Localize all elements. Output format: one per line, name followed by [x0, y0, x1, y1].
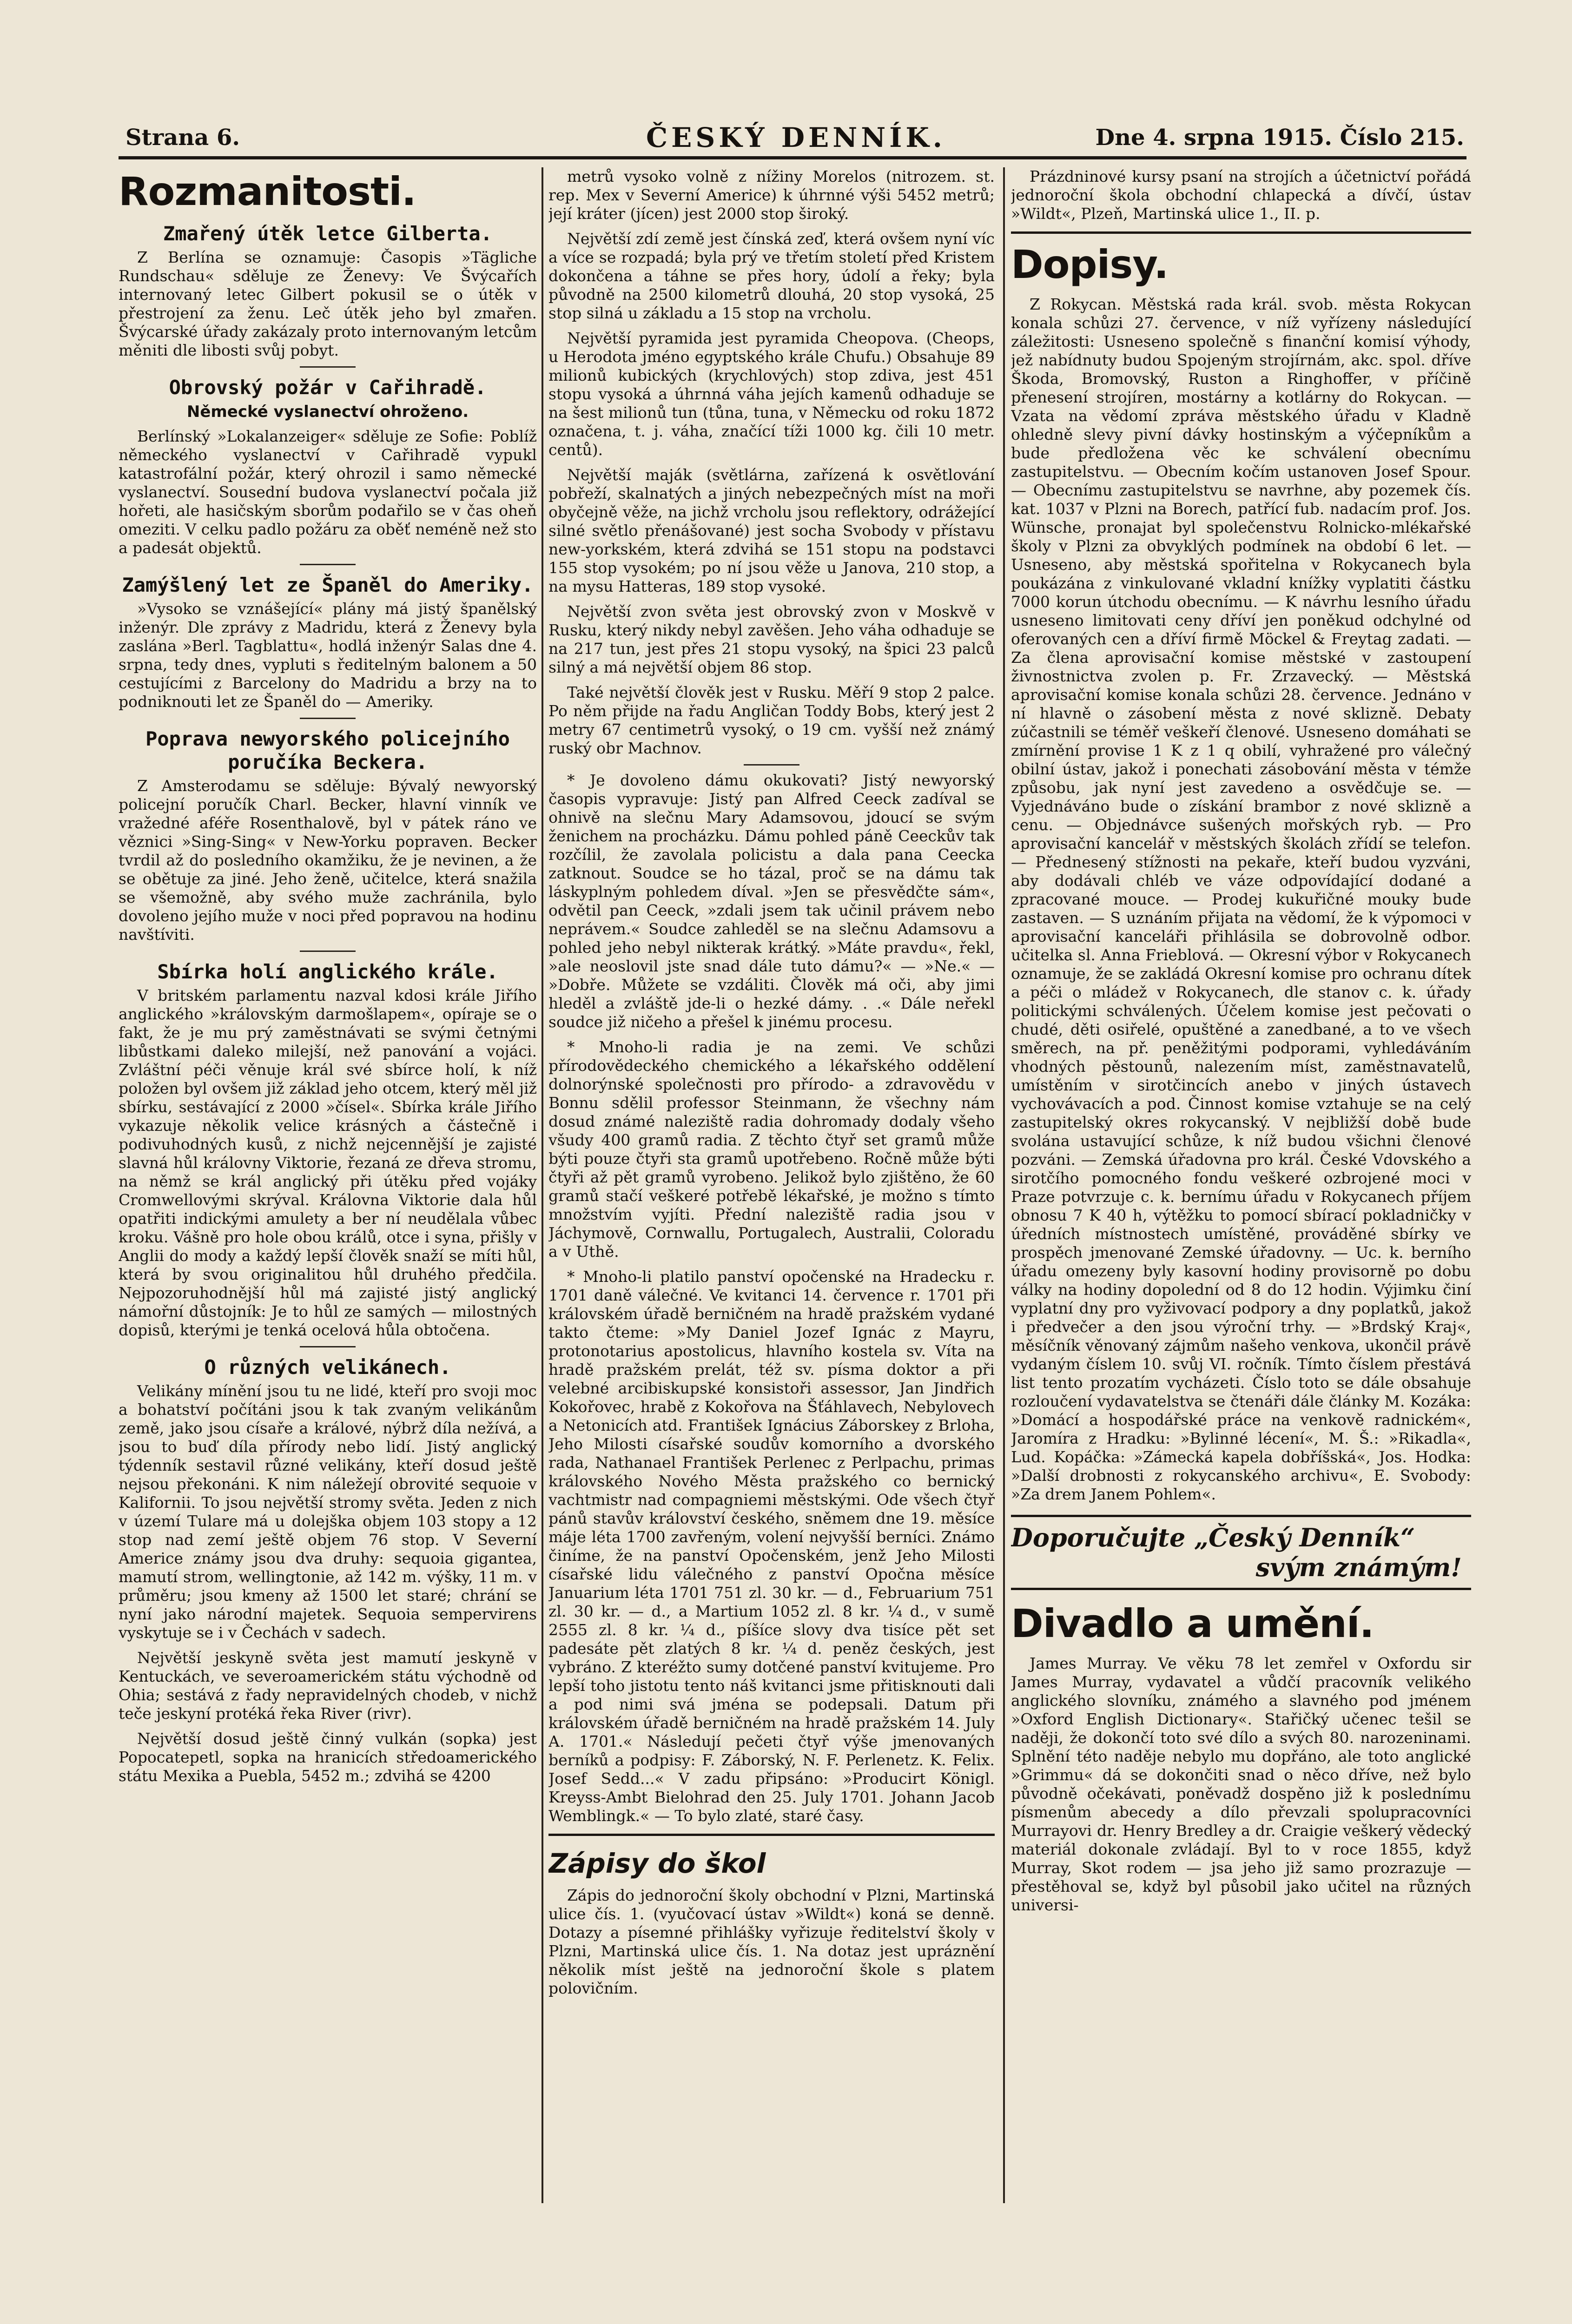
- article-paragraph: »Vysoko se vznášející« plány má jistý španělský inženýr. Dle zprávy z Madridu, která z Ženevy byla zaslána »Berl. Tagblattu«, hodlá inženýr Salas dne 4. srpna, tedy dnes, vypluti s ředitelným balonem a 50 cestujícími z Barcelony do Madridu a brzy na to podniknouti let ze Španěl do — Ameriky.: [119, 600, 537, 711]
- article-paragraph: Největší zdí země jest čínská zeď, která ovšem nyní víc a více se rozpadá; byla prý ve třetím století před Kristem dokončena a táhne se přes hory, údolí a řeky; byla původně na 2500 kilometrů dlouhá, 20 stop vysoká, 25 stop silná u základu a 15 stop na vrcholu.: [548, 230, 995, 322]
- article-paragraph: Berlínský »Lokalanzeiger« sděluje ze Sofie: Poblíž německého vyslanectví v Cařihradě vypukl katastrofální požár, který ohrozil i samo německé vyslanectví. Sousední budova vyslanectví počala již hořeti, ale hasičským sborům podařilo se v čas oheň omeziti. V celku padlo požáru za oběť neméně než sto a padesát objektů.: [119, 427, 537, 557]
- section-rule: [1011, 231, 1471, 234]
- article-paragraph: * Mnoho-li platilo panství opočenské na Hradecku r. 1701 daně válečné. Ve kvitanci 14. července r. 1701 při královském úřadě berničném na hradě pražském vydané takto čteme: »My Daniel Jozef Ignác z Mayru, protonotarius apostolicus, hlavního kostela sv. Víta na hradě pražském prelát, též sv. písma doktor a při velebné arcibiskupské konsistoři assessor, Jan Jindřich Kokořovec, hrabě z Kokořova na Šťáhlavech, Nebylovech a Netonicích atd. František Ignácius Záborskey z Brloha, Jeho Milosti císařské soudův komorního a dvorského rada, Nathanael František Perlenec z Perlpachu, primas královského Nového Města pražského co bernický vachtmistr nad compagniemi městskými. Ode všech čtyř pánů stavův království českého, sněmem dne 19. měsíce máje léta 1700 zavřeným, volení nejvyšší berníci. Známo činíme, že na panství Opočenském, jenž Jeho Milosti císařské lidu válečného z panství Opočna měsíce Januarium léta 1701 751 zl. 30 kr. — d., Februarium 751 zl. 30 kr. — d., a Martium 1052 zl. 8 kr. ¼ d., v sumě 2555 zl. 8 kr. ¼ d., píšíce slovy dva tisíce pět set padesáte pět zlatých 8 kr. ¼ d. peněz českých, jest vybráno. Z kteréžto sumy dotčené panství kvitujeme. Pro lepší toho jistotu tento náš kvitanci jsme přitisknouti dali a pod nimi svá jména se podepsali. Datum při královském úřadě berničném na hradě pražském 14. July A. 1701.« Následují pečeti čtyř výše jmenovaných berníků a podpisy: F. Záborský, N. F. Perlenetz. K. Felix. Josef Sedd...« V zadu připsáno: »Producirt Königl. Kreyss-Ambt Bielohrad den 25. July 1701. Johann Jacob Wemblingk.« — To bylo zlaté, staré časy.: [548, 1268, 995, 1825]
- article-separator: [300, 564, 356, 565]
- section-rule: [548, 1834, 995, 1836]
- promo-line: svým známým!: [1255, 1552, 1462, 1582]
- section-title-zapisy: Zápisy do škol: [548, 1848, 766, 1879]
- article-headline: Sbírka holí anglického krále.: [157, 960, 498, 983]
- promo-box: [1011, 1515, 1471, 1590]
- column-divider: [1003, 167, 1005, 2203]
- article-paragraph: Největší maják (světlárna, zařízená k osvětlování pobřeží, skalnatých a jiných nebezpečných míst na moři obyčejně věže, na jichž vrcholu jsou reflektory, odrážející silné světlo přenášované) jest socha Svobody v přístavu new-yorkském, která zdvihá se 151 stopu na podstavci 155 stop vysokém; po ní jsou věže u Janova, 210 stop, a na mysu Hatteras, 189 stop vysoké.: [548, 466, 995, 595]
- article-paragraph: Zápis do jednoroční školy obchodní v Plzni, Martinská ulice čís. 1. (vyučovací ústav »Wildt«) koná se denně. Dotazy a písemné přihlášky vyřizuje ředitelství školy v Plzni, Martinská ulice čís. 1. Na dotaz jest upráznění několik míst ještě na jednoroční škole s platem polovičním.: [548, 1886, 995, 1997]
- newspaper-title: ČESKÝ DENNÍK.: [646, 122, 946, 153]
- article-paragraph: Z Amsterodamu se sděluje: Bývalý newyorský policejní poručík Charl. Becker, hlavní vinník ve vražedné aféře Rosenthalově, byl v pátek ráno ve věznici »Sing-Sing« v New-Yorku popraven. Becker tvrdil až do posledního okamžiku, že je nevinen, a že se obětuje za jiné. Jeho ženě, učitelce, která snažila se všemožně, aby svého muže zachránila, bylo dovoleno jejího muže v noci před popravou na hodinu navštíviti.: [119, 777, 537, 944]
- article-separator: [300, 718, 356, 719]
- article-subhead: Německé vyslanectví ohroženo.: [186, 403, 469, 421]
- article-separator: [300, 366, 356, 368]
- article-headline: Poprava newyorského policejního poručíka Beckera.: [145, 727, 510, 773]
- article-paragraph: Velikány mínění jsou tu ne lidé, kteří pro svoji moc a bohatství počítáni jsou k tak zvaným velikánům země, jako jsou císaře a králové, nýbrž díla nežívá, a jsou to buď díla přírody nebo lidí. Jistý anglický týdenník sestavil různé velikány, kteří dosud ještě nejsou překonáni. K nim náležejí obrovité sequoie v Kalifornii. To jsou největší stromy světa. Jeden z nich v území Tulare má u dolejška objem 103 stopy a 12 stop nad zemí ještě objem 76 stop. V Severní Americe známy jsou dva druhy: sequoia gigantea, mamutí strom, wellingtonie, až 142 m. výšky, 11 m. v průměru; jsou kmeny až 1500 let staré; chrání se nyní jako národní majetek. Sequoia sempervirens vyskytuje se i v Čechách v sadech.: [119, 1382, 537, 1642]
- column-2: [548, 167, 995, 2212]
- column-3: [1011, 167, 1471, 2212]
- article-headline: Obrovský požár v Cařihradě.: [169, 376, 487, 399]
- article-headline: O různých velikánech.: [204, 1356, 451, 1379]
- page-number: Strana 6.: [125, 125, 240, 151]
- section-title-dopisy: Dopisy.: [1011, 242, 1169, 287]
- article-separator: [744, 764, 799, 766]
- article-paragraph: James Murray. Ve věku 78 let zemřel v Oxfordu sir James Murray, vydavatel a vůdčí pracovník velikého anglického slovníku, známého a slavného pod jménem »Oxford English Dictionary«. Stařičký učenec tešil se naději, že dokončí toto své dílo a svých 80. narozeninami. Splnění této naděje nebylo mu dopřáno, ale toto anglické »Grimmu« dá se dokončiti snad o něco dříve, než bylo původně očekávati, poněvadž dospěno již k poslednímu písmenům abecedy a dílo převzali spolupracovníci Murrayovi dr. Henry Bredley a dr. Craigie veškerý vědecký materiál dokonale zvládají. Byl to v roce 1855, když Murray, Skot rodem — jsa jeho již samo prozrazuje — přestěhoval se, když byl působil jako učitel na různých universi-: [1011, 1654, 1471, 1914]
- header-rule: [119, 156, 1466, 159]
- promo-line: Doporučujte „Český Denník“: [1011, 1523, 1415, 1552]
- article-paragraph: Z Berlína se oznamuje: Časopis »Tägliche Rundschau« sděluje ze Ženevy: Ve Švýcařích internovaný letec Gilbert pokusil se o útěk v přestrojení za ženu. Leč útěk jeho byl zmařen. Švýcarské úřady zakázaly proto internovaným letcům měniti dle libosti svůj pobyt.: [119, 248, 537, 359]
- issue-date: Dne 4. srpna 1915. Číslo 215.: [1095, 125, 1464, 151]
- article-paragraph: Největší pyramida jest pyramida Cheopova. (Cheops, u Herodota jméno egyptského krále Chufu.) Obsahuje 89 milionů kubických (krychlových) stop zdiva, jest 451 stopu vysoká a úhrnná váha jejích kamenů odhaduje se na šest milionů tun (tůna, tuna, v Německu od roku 1872 označena, t. j. váha, značící tíži 1000 kg. čili 10 metr. centů).: [548, 329, 995, 459]
- section-title-divadlo: Divadlo a umění.: [1011, 1601, 1374, 1646]
- article-headline: Zmařený útěk letce Gilberta.: [163, 222, 492, 245]
- article-headline: Zamýšlený let ze Španěl do Ameriky.: [122, 574, 534, 596]
- article-paragraph: Největší jeskyně světa jest mamutí jeskyně v Kentuckách, ve severoamerickém státu východně od Ohia; sestává z řady nepravidelných chodeb, v nichž teče jeskyní protéká řeka River (rivr).: [119, 1649, 537, 1723]
- article-separator: [300, 1346, 356, 1347]
- column-divider: [542, 167, 543, 2203]
- article-paragraph: Také největší člověk jest v Rusku. Měří 9 stop 2 palce. Po něm přijde na řadu Angličan Toddy Bobs, který jest 2 metry 67 centimetrů vysoký, o 19 cm. vyšší než známý ruský obr Machnov.: [548, 683, 995, 757]
- page-header: [125, 122, 1464, 153]
- article-separator: [300, 951, 356, 952]
- article-paragraph: V britském parlamentu nazval kdosi krále Jiřího anglického »královským darmošlapem«, opíraje se o fakt, že je mu prý zaměstnávati se svými četnými libůstkami daleko milejší, než panování a vojáci. Zvláštní péči věnuje král své sbírce holí, k níž položen byl ovšem již základ jeho otcem, který měl již sbírku, sestávající z 2000 »čísel«. Sbírka krále Jiřího vykazuje několik velice krásných a částečně i podivuhodných kusů, z nichž nejcennější je zajisté slavná hůl královny Viktorie, řezaná ze dřeva stromu, na němž se král anglický při útěku před vojáky Cromwellovými skrýval. Královna Viktorie dala hůl opatřiti indickými amulety a ber ní neudělala vůbec kroku. Vášně pro hole obou králů, otce i syna, přišly v Anglii do mody a každý lepší člověk snaží se míti hůl, která by svou originalitou hůl druhého předčila. Nejpozoruhodnější hůl má zajisté jistý anglický námořní důstojník: Je to hůl ze samých — milostných dopisů, kterými je tenká ocelová hůla obtočena.: [119, 986, 537, 1339]
- article-paragraph: Největší dosud ještě činný vulkán (sopka) jest Popocatepetl, sopka na hranicích středoamerického státu Mexika a Puebla, 5452 m.; zdvihá se 4200: [119, 1730, 537, 1785]
- article-paragraph: * Mnoho-li radia je na zemi. Ve schůzi přírodovědeckého chemického a lékařského oddělení dolnorýnské společnosti pro přírodo- a zdravovědu v Bonnu sdělil professor Steinmann, že všechny nám dosud známé naleziště radia dohromady dodaly všeho všudy 400 gramů radia. Z těchto čtyř set gramů může býti pouze čtyři sta gramů upotřebeno. Ročně může býti čtyři až pět gramů vyrobeno. Jelikož bylo zjištěno, že 60 gramů stačí veškeré potřebě lékařské, je možno s tímto množstvím vyjíti. Přední naleziště radia jsou v Jáchymově, Cornwallu, Portugalech, Australii, Coloradu a v Uthě.: [548, 1038, 995, 1261]
- notice-paragraph: Prázdninové kursy psaní na strojích a účetnictví pořádá jednoroční škola obchodní chlapecká a dívčí, ústav »Wildt«, Plzeň, Martinská ulice 1., II. p.: [1011, 167, 1471, 223]
- article-paragraph: metrů vysoko volně z nížiny Morelos (nitrozem. st. rep. Mex v Severní Americe) k úhrnné výši 5452 metrů; její kráter (jícen) jest 2000 stop široký.: [548, 167, 995, 223]
- column-1: [119, 167, 537, 2212]
- article-paragraph: Z Rokycan. Městská rada král. svob. města Rokycan konala schůzi 27. července, v níž vyřízeny následující záležitosti: Usneseno společně s finanční komisí výhody, jež nabídnuty budou Spojeným strojírnám, akc. spol. dříve Škoda, Bromovský, Ruston a Ringhoffer, v příčině přenesení strojíren, mostárny a kotlárny do Rokycan. — Vzata na vědomí zpráva městského úřadu v Kladně ohledně slevy pivní dávky hostinským a výčepníkům a bude předložena věc ke schválení obecnímu zastupitelstvu. — Obecním kočím ustanoven Josef Spour. — Obecnímu zastupitelstvu se navrhne, aby pozemek čís. kat. 1037 v Plzni na Borech, patřící fub. nadacím prof. Jos. Wünsche, pronajat byl společenstvu Rolnicko-mlékařské školy v Plzni za obvyklých podmínek na období 6 let. — Usneseno, aby městská spořitelna v Rokycanech byla poukázána z vinkulované vkladní knížky vyplatiti částku 7000 korun útchodu obecnímu. — K návrhu lesního úřadu usneseno limitovati ceny dříví jen poněkud odchylné od oferovaných cen a dříví firmě Möckel & Freytag zadati. — Za člena aprovisační komise městské v zastoupení živnostnictva zvolen p. Fr. Zrzavecký. — Městská aprovisační komise konala schůzi 28. července. Jednáno v ní hlavně o zásobení města z nové sklizně. Debaty zúčastnili se téměř veškeří členové. Usneseno domáhati se zmírnění provise 1 K z 1 q obilí, vyhražené pro válečný obilní ústav, jakož i ponechati zásobování města v témže způsobu, jak nyní jest zavedeno a osvědčuje se. — Vyjednáváno bude o získání brambor z nové sklizně a cenu. — Objednávce sušených mořských ryb. — Pro aprovisační kancelář v městských školách zřídí se telefon. — Přednesený stížnosti na pekaře, kteří budou vyzváni, aby dodávali chléb ve váze odpovídající dodané a zpracované mouce. — Prodej kukuřičné mouky bude zastaven. — S uznáním přijata na vědomí, že k výpomoci v aprovisační kanceláři přihlásila se dobrovolně odbor. učitelka sl. Anna Frieblová. — Okresní výbor v Rokycanech oznamuje, že se zakládá Okresní komise pro ochranu dítek a péči o mládež v Rokycanech, dle stanov c. k. úřady politickými schválených. Účelem komise jest pečovati o chudé, děti osiřelé, opuštěné a zanedbané, a to ve všech směrech, na př. peněžitými podporami, vyhledáváním vhodných pěstounů, nalezením míst, zaměstnavatelů, umístěním v sirotčincích anebo v jiných ústavech vychovávacích a pod. Činnost komise vztahuje se na celý zastupitelský okres rokycanský. V nejbližší době bude svolána ustavující schůze, k níž budou všichni členové pozváni. — Zemská úřadovna pro král. České Vdovského a sirotčího pomocného fondu veškeré ozbrojené moci v Praze potvrzuje c. k. bernímu úřadu v Rokycanech příjem obnosu 7 K 40 h, výtěžku to pomocí sbírací pokladničky v úředních místnostech umístěné, prováděné sbírky ve prospěch jmenované Zemské úřadovny. — Uc. k. berního úřadu omezeny byly kasovní hodiny provisorně po dobu války na hodiny dopolední od 8 do 12 hodin. Výjimku činí vyplatní dny pro vyživovací podpory a dny poplatků, jakož i předvečer a den jsou výroční trhy. — »Brdský Kraj«, měsíčník věnovaný zájmům našeho venkova, ukončil právě vydaným číslem 10. svůj VI. ročník. Tímto číslem přestává list tento prozatím vycházeti. Číslo toto se dále obsahuje rozloučení vydavatelstva se čtenáři dále články M. Kozáka: »Domácí a hospodářské práce na venkově radnickém«, Jaromíra z Hradku: »Bylinné lécení«, M. Š.: »Rikadla«, Lud. Kopáčka: »Zámecká kapela dobříšská«, Jos. Hodka: »Další drobnosti z rokycanského archivu«, E. Svobody: »Za drem Janem Pohlem«.: [1011, 295, 1471, 1503]
- article-paragraph: Největší zvon světa jest obrovský zvon v Moskvě v Rusku, který nikdy nebyl zavěšen. Jeho váha odhaduje se na 217 tun, jest přes 21 stopu vysoký, na špici 23 palců silný a má největší objem 86 stop.: [548, 602, 995, 676]
- article-paragraph: * Je dovoleno dámu okukovati? Jistý newyorský časopis vypravuje: Jistý pan Alfred Ceeck zadíval se ohnivě na slečnu Mary Adamsovou, jdoucí se svým ženichem na procházku. Dámu pohled páně Ceeckův tak rozčílil, že zavolala policistu a dala pana Ceecka zatknout. Soudce se ho tázal, proč se na dámu tak láskyplným pohledem díval. »Jen se přesvědčte sám«, odvětil pan Ceeck, »zdali jsem tak učinil právem nebo neprávem.« Soudce zahleděl se na slečnu Adamsovu a pohled jeho nebyl nikterak krátký. »Máte pravdu«, řekl, »ale neoslovil jste snad dále tuto dámu?« — »Ne.« — »Dobře. Můžete se vzdáliti. Člověk má oči, aby jimi hleděl a zvláště jde-li o hezké dámy. . .« Dále neřekl soudce již ničeho a přešel k jinému procesu.: [548, 771, 995, 1031]
- section-title-rozmanitosti: Rozmanitosti.: [119, 169, 416, 214]
